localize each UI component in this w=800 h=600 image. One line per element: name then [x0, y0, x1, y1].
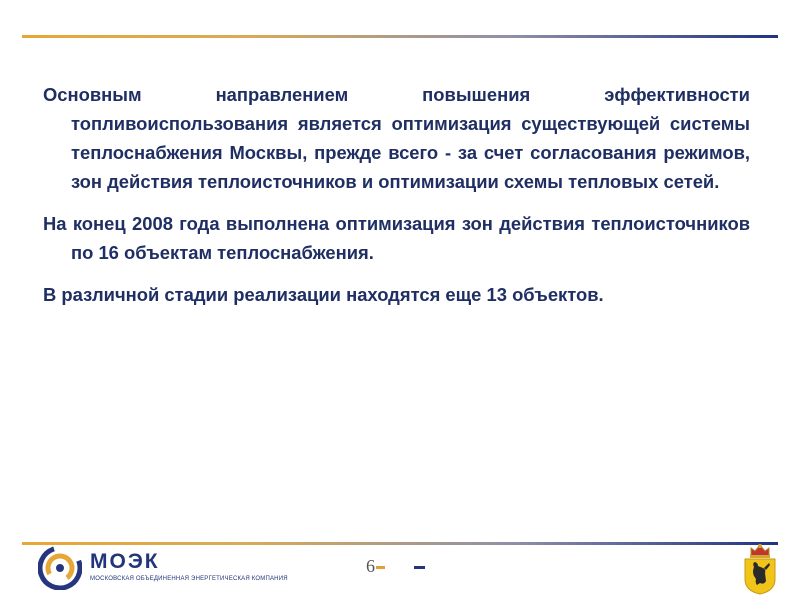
orange-dash [376, 566, 385, 569]
paragraph-3: В различной стадии реализации находятся еще 13 объектов. [43, 284, 604, 305]
paragraph-2: На конец 2008 года выполнена оптимизация зон действия теплоисточников по 16 объектам теплоснабжения. [43, 213, 750, 263]
blue-dash [414, 566, 425, 569]
moek-logo-icon [38, 546, 82, 590]
logo-name: МОЭК [90, 550, 160, 573]
slide-body [43, 80, 750, 322]
bottom-divider [22, 542, 778, 545]
logo-subtitle: МОСКОВСКАЯ ОБЪЕДИНЕННАЯ ЭНЕРГЕТИЧЕСКАЯ КОМПАНИЯ [90, 576, 288, 582]
paragraph-1: Основным направлением повышения эффективности топливоиспользования является оптимизация существующей системы теплоснабжения Москвы, прежде всего - за счет согласования режимов, зон действия теплоисточников и оптимизации схемы тепловых сетей. [43, 84, 750, 192]
company-logo [38, 546, 308, 590]
page-number: 6 [366, 556, 375, 576]
top-divider [22, 35, 778, 38]
coat-of-arms-icon [739, 541, 781, 595]
